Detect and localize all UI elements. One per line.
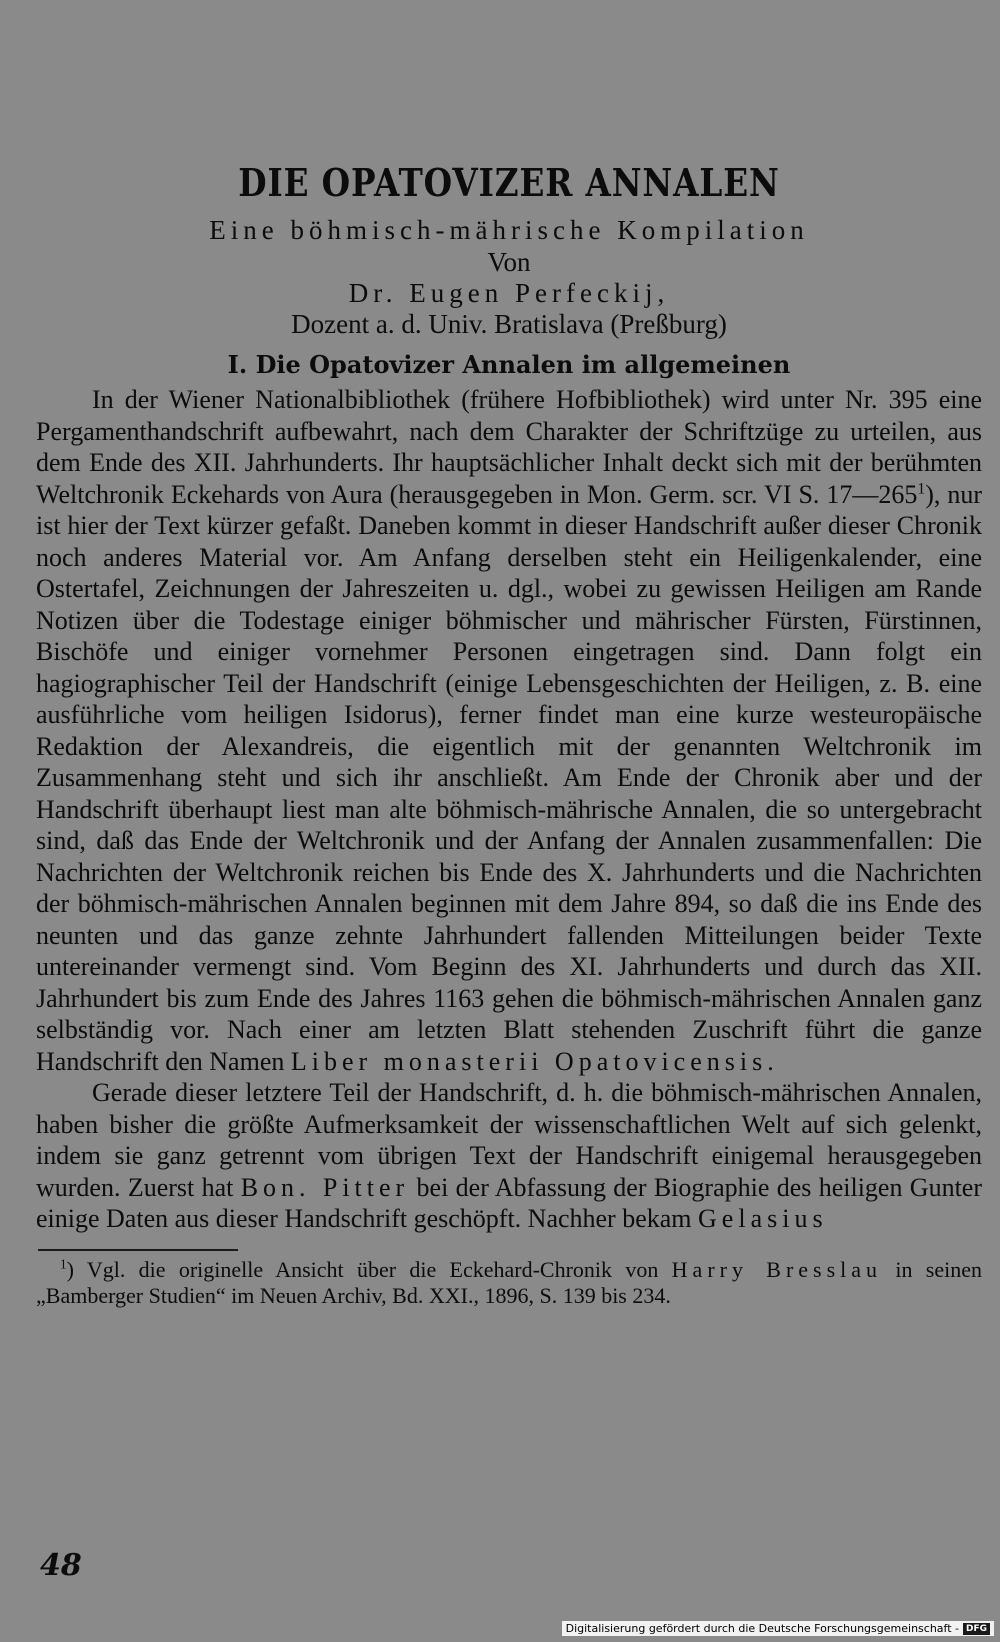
paragraph-1-end: . [767, 1046, 774, 1076]
subtitle: Eine böhmisch-mährische Kompilation [209, 215, 809, 245]
paragraph-1-text-b: ), nur ist hier der Text kürzer gefaßt. Daneben kommt in dieser Handschrift außer dieser Chronik noch anderes Material vor. Am Anfang derselben steht ein Heiligenkalender, eine Ostertafel, Zeichnungen der Jahreszeiten u. dgl., wobei zu gewissen Heiligen am Rande Notizen über die Todestage einiger böhmischer und mährischer Fürsten, Fürstinnen, Bischöfe und einiger vornehmer Personen eingetragen sind. Dann folgt ein hagiographischer Teil der Handschrift (einige Lebensgeschichten der Heiligen, z. B. eine ausführliche vom heiligen Isidorus), ferner findet man eine kurze westeuropäische Redaktion der Alexandreis, die eigentlich mit der genannten Weltchronik im Zusammenhang steht und sich ihr anschließt. Am Ende der Chronik aber und der Handschrift überhaupt liest man alte böhmisch-mährische Annalen, die so untergebracht sind, daß das Ende der Weltchronik und der Anfang der Annalen zusammenfallen: Die Nachrichten der Weltchronik reichen bis Ende des X. Jahrhunderts und die Nachrichten der böhmisch-mährischen Annalen beginnen mit dem Jahre 894, so daß die ins Ende des neunten und das ganze zehnte Jahrhundert fallenden Mitteilungen beider Texte untereinander vermengt sind. Vom Beginn des XI. Jahrhunderts und durch das XII. Jahrhundert bis zum Ende des Jahres 1163 gehen die böhmisch-mährischen Annalen ganz selbständig vor. Nach einer am letzten Blatt stehenden Zuschrift führt die ganze Handschrift den Namen [36, 479, 982, 1076]
footnote-divider [38, 1249, 238, 1251]
page-title: DIE OPATOVIZER ANNALEN [238, 160, 780, 205]
dfg-logo-icon: DFG [963, 1623, 990, 1635]
paragraph-2-text-b: bei der Abfassung der Biographie des heiligen Gunter einige Daten aus dieser Handschrift geschöpft. Nachher bekam [36, 1172, 982, 1233]
byline-von: Von [487, 247, 531, 277]
page-number: 48 [40, 1548, 82, 1583]
author-affiliation: Dozent a. d. Univ. Bratislava (Preßburg) [291, 309, 727, 339]
paragraph-1 [36, 384, 982, 1077]
digitization-credit [562, 1621, 994, 1636]
credit-text: Digitalisierung gefördert durch die Deutsche Forschungsgemeinschaft - [565, 1622, 959, 1635]
footnote-name-bresslau: Harry Bresslau [671, 1256, 883, 1282]
paragraph-1-spaced-title: Liber monasterii Opatovicensis [290, 1046, 768, 1076]
footnote-reference: 1 [917, 479, 926, 497]
paragraph-2-name-gelasius: Gelasius [698, 1204, 828, 1233]
paragraph-2 [36, 1077, 982, 1235]
footnote-text-a: ) Vgl. die originelle Ansicht über die Eckehard-Chronik von [66, 1256, 659, 1282]
footnote [36, 1257, 982, 1309]
footnote-text-b: in seinen „Bamberger Studien“ im Neuen Archiv, Bd. XXI., 1896, S. 139 bis 234. [36, 1256, 982, 1308]
author-name: Dr. Eugen Perfeckij, [348, 278, 670, 308]
paragraph-2-name-pitter: Bon. Pitter [240, 1172, 410, 1202]
footnote-mark: 1 [60, 1256, 67, 1272]
paragraph-1-text-a: In der Wiener Nationalbibliothek (frühere Hofbibliothek) wird unter Nr. 395 eine Pergamenthandschrift aufbewahrt, nach dem Charakter der Schriftzüge zu urteilen, aus dem Ende des XII. Jahrhunderts. Ihr hauptsächlicher Inhalt deckt sich mit der berühmten Weltchronik Eckehards von Aura (herausgegeben in Mon. Germ. scr. VI S. 17—265 [36, 385, 982, 509]
section-heading: I. Die Opatovizer Annalen im allgemeinen [227, 350, 791, 379]
page-content [36, 160, 982, 1309]
paragraph-2-text-a: Gerade dieser letztere Teil der Handschrift, d. h. die böhmisch-mährischen Annalen, haben bisher die größte Aufmerksamkeit der wissenschaftlichen Welt auf sich gelenkt, indem sie ganz getrennt vom übrigen Text der Handschrift einigemal herausgegeben wurden. Zuerst hat [36, 1078, 982, 1202]
